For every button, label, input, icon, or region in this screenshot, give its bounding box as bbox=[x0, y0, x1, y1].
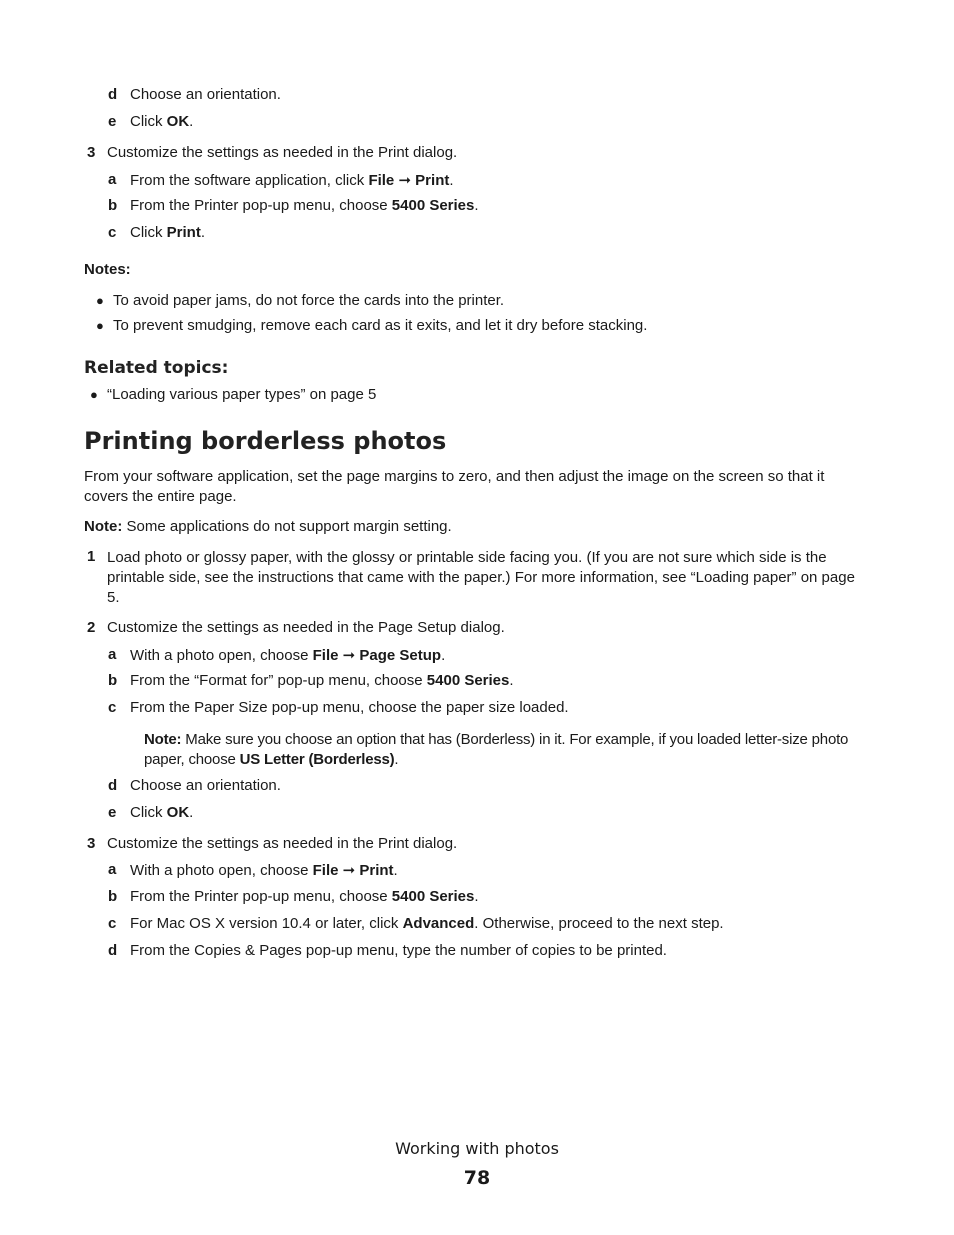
substep-text: Choose an orientation. bbox=[130, 86, 281, 103]
substep-text: Click Print. bbox=[130, 224, 206, 241]
substep-label: e bbox=[108, 804, 117, 821]
section-title: Printing borderless photos bbox=[84, 427, 447, 455]
section-note: Note: Some applications do not support margin setting. bbox=[84, 518, 452, 535]
bullet-icon: ● bbox=[96, 293, 104, 308]
substep-note: Note: Make sure you choose an option that has (Borderless) in it. For example, if you loaded letter-size photo paper, choose US Letter (Borderless). bbox=[144, 731, 849, 768]
page-number: 78 bbox=[463, 1167, 491, 1189]
related-topic-link[interactable]: “Loading various paper types” on page 5 bbox=[107, 386, 377, 403]
substep-label: b bbox=[108, 197, 118, 214]
substep-label: a bbox=[108, 861, 117, 878]
substep-label: c bbox=[108, 224, 117, 241]
substep-text: From the Printer pop-up menu, choose 5400 Series. bbox=[130, 888, 479, 905]
substep-label: a bbox=[108, 646, 117, 663]
substep-text: From the Copies & Pages pop-up menu, type the number of copies to be printed. bbox=[130, 942, 667, 959]
substep-text: With a photo open, choose File ➞ Page Setup. bbox=[130, 647, 446, 664]
substep-text: For Mac OS X version 10.4 or later, click Advanced. Otherwise, proceed to the next step. bbox=[130, 915, 724, 932]
bullet-icon: ● bbox=[90, 387, 98, 402]
step-text: Customize the settings as needed in the Page Setup dialog. bbox=[107, 619, 505, 636]
section-intro: From your software application, set the page margins to zero, and then adjust the image on the screen so that it covers the entire page. bbox=[84, 468, 825, 505]
note-item: To avoid paper jams, do not force the cards into the printer. bbox=[113, 292, 505, 309]
related-topics-title: Related topics: bbox=[84, 358, 229, 378]
substep-text: Click OK. bbox=[130, 804, 194, 821]
step-number: 1 bbox=[87, 548, 96, 565]
footer-section-name: Working with photos bbox=[395, 1139, 559, 1158]
substep-text: From the Printer pop-up menu, choose 5400 Series. bbox=[130, 197, 479, 214]
substep-text: From the “Format for” pop-up menu, choose 5400 Series. bbox=[130, 672, 514, 689]
substep-label: d bbox=[108, 942, 118, 959]
substep-label: e bbox=[108, 113, 117, 130]
step-text: Customize the settings as needed in the Print dialog. bbox=[107, 835, 458, 852]
step-text: Load photo or glossy paper, with the glossy or printable side facing you. (If you are not sure which side is the printable side, see the instructions that came with the paper.) For more information, see “Loading paper” on page 5. bbox=[107, 549, 855, 606]
note-item: To prevent smudging, remove each card as it exits, and let it dry before stacking. bbox=[113, 317, 648, 334]
substep-label: c bbox=[108, 699, 117, 716]
notes-title: Notes: bbox=[84, 261, 131, 278]
substep-label: d bbox=[108, 777, 118, 794]
bullet-icon: ● bbox=[96, 318, 104, 333]
substep-text: From the software application, click File ➞ Print. bbox=[130, 172, 454, 189]
step-text: Customize the settings as needed in the Print dialog. bbox=[107, 144, 458, 161]
substep-label: a bbox=[108, 171, 117, 188]
substep-text: Click OK. bbox=[130, 113, 194, 130]
substep-label: b bbox=[108, 888, 118, 905]
step-number: 2 bbox=[87, 619, 96, 636]
substep-text: From the Paper Size pop-up menu, choose the paper size loaded. bbox=[130, 699, 569, 716]
step-number: 3 bbox=[87, 144, 96, 161]
substep-text: Choose an orientation. bbox=[130, 777, 281, 794]
substep-label: c bbox=[108, 915, 117, 932]
substep-label: d bbox=[108, 86, 118, 103]
step-number: 3 bbox=[87, 835, 96, 852]
substep-text: With a photo open, choose File ➞ Print. bbox=[130, 862, 398, 879]
substep-label: b bbox=[108, 672, 118, 689]
